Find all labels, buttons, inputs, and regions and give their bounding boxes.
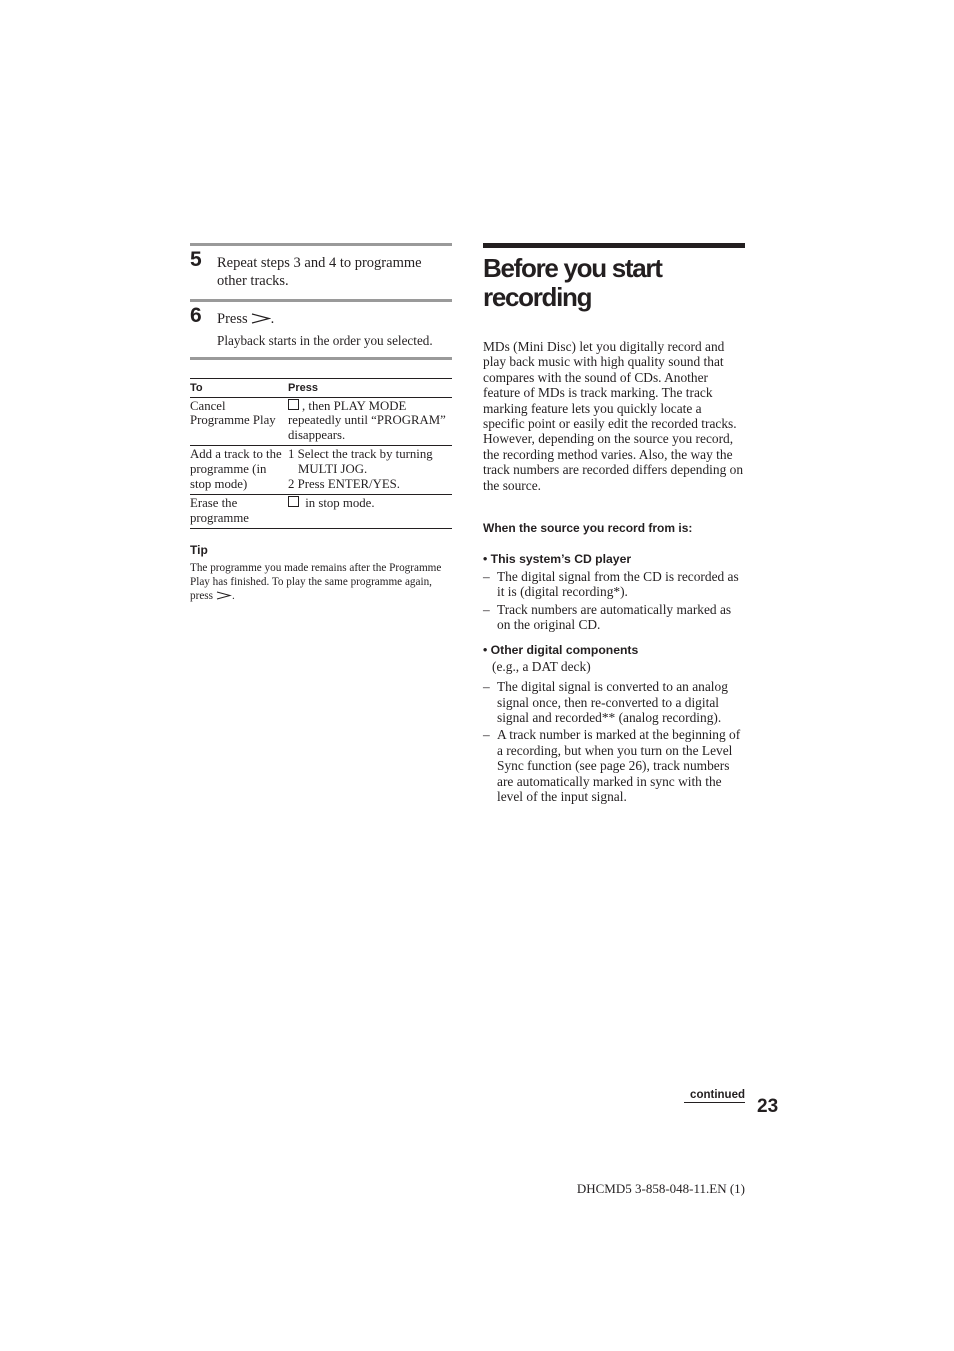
step-6: [190, 302, 452, 357]
cell-press: [288, 397, 452, 446]
step-text-suffix: .: [270, 311, 275, 327]
cell-press: [288, 495, 452, 529]
dash-bullet: –: [483, 679, 490, 695]
stop-icon: [288, 399, 299, 410]
section-title-line: recording: [483, 282, 592, 312]
operations-table: [190, 378, 452, 529]
continued-label: continued: [684, 1089, 745, 1103]
step-number: 5: [190, 248, 202, 271]
bullet-heading: • This system’s CD player: [483, 552, 632, 567]
step-text-press: Press: [217, 311, 248, 327]
bullet-note: (e.g., a DAT deck): [492, 658, 591, 674]
dash-bullet: –: [483, 601, 490, 617]
cell-press-text: in stop mode.: [302, 496, 375, 511]
step-text: Repeat steps 3 and 4 to programme other tracks.: [217, 255, 422, 289]
step-5: [190, 246, 452, 299]
cell-to: Erase the programme: [190, 495, 288, 529]
step-text: [217, 310, 452, 329]
source-block-digital: [483, 643, 745, 805]
list-item: [483, 569, 745, 600]
cell-press: [288, 446, 452, 495]
cell-press-line: MULTI JOG.: [298, 461, 368, 476]
source-heading: When the source you record from is:: [483, 521, 693, 536]
intro-paragraph: MDs (Mini Disc) let you digitally record and play back music with high quality sound that compares with the sound of CDs. Another feature of MDs is track marking. The track marking feature lets you quickly locate a specific point or easily edit the recorded tracks. However, depending on the source you record, the recording method varies. Also, the way the track numbers are recorded differs depending on the source.: [483, 339, 744, 493]
list-item: [483, 602, 745, 633]
cell-press-line: 1 Select the track by turning: [288, 447, 433, 462]
table-row: [190, 397, 452, 446]
step-number: 6: [190, 304, 202, 327]
tip-text: [190, 562, 452, 604]
source-block-cd: [483, 552, 745, 633]
dash-bullet: –: [483, 727, 490, 743]
column-header-press: Press: [288, 379, 452, 398]
section-title: [483, 254, 745, 312]
dash-list: [483, 569, 745, 633]
step-subtext: Playback starts in the order you selected.: [217, 333, 433, 348]
bullet-heading: • Other digital components: [483, 642, 639, 657]
play-icon: [251, 311, 271, 329]
right-column: [483, 243, 745, 806]
tip-text-body: The programme you made remains after the Programme Play has finished. To play the same programme again, press: [190, 562, 442, 602]
table-row: [190, 495, 452, 529]
list-item: [483, 679, 745, 725]
list-item: [483, 727, 745, 804]
table-row: [190, 446, 452, 495]
dash-bullet: –: [483, 569, 490, 585]
cell-to: Add a track to the programme (in stop mode): [190, 446, 288, 495]
step-divider: [190, 357, 452, 360]
cell-to: Cancel Programme Play: [190, 397, 288, 446]
dash-list: [483, 679, 745, 804]
column-header-to: To: [190, 379, 288, 398]
stop-icon: [288, 496, 299, 507]
play-icon: [216, 591, 232, 605]
cell-press-text: , then PLAY MODE repeatedly until “PROGRAM” disappears.: [288, 398, 446, 442]
section-title-line: Before you start: [483, 253, 662, 283]
list-item-text: The digital signal is converted to an analog signal once, then re-converted to a digital signal and recorded** (analog recording).: [497, 679, 728, 725]
title-rule: [483, 243, 745, 248]
tip-text-suffix: .: [232, 589, 235, 602]
page-number: 23: [757, 1096, 779, 1117]
document-code: DHCMD5 3-858-048-11.EN (1): [576, 1181, 745, 1196]
left-column: [190, 243, 452, 605]
list-item-text: A track number is marked at the beginning of a recording, but when you turn on the Level Sync function (see page 26), track numbers are automatically marked in sync with the level of the input signal.: [497, 727, 741, 804]
list-item-text: The digital signal from the CD is recorded as it is (digital recording*).: [497, 569, 739, 600]
list-item-text: Track numbers are automatically marked as on the original CD.: [497, 601, 732, 633]
cell-press-line: 2 Press ENTER/YES.: [288, 476, 400, 491]
tip-heading: Tip: [190, 543, 208, 558]
